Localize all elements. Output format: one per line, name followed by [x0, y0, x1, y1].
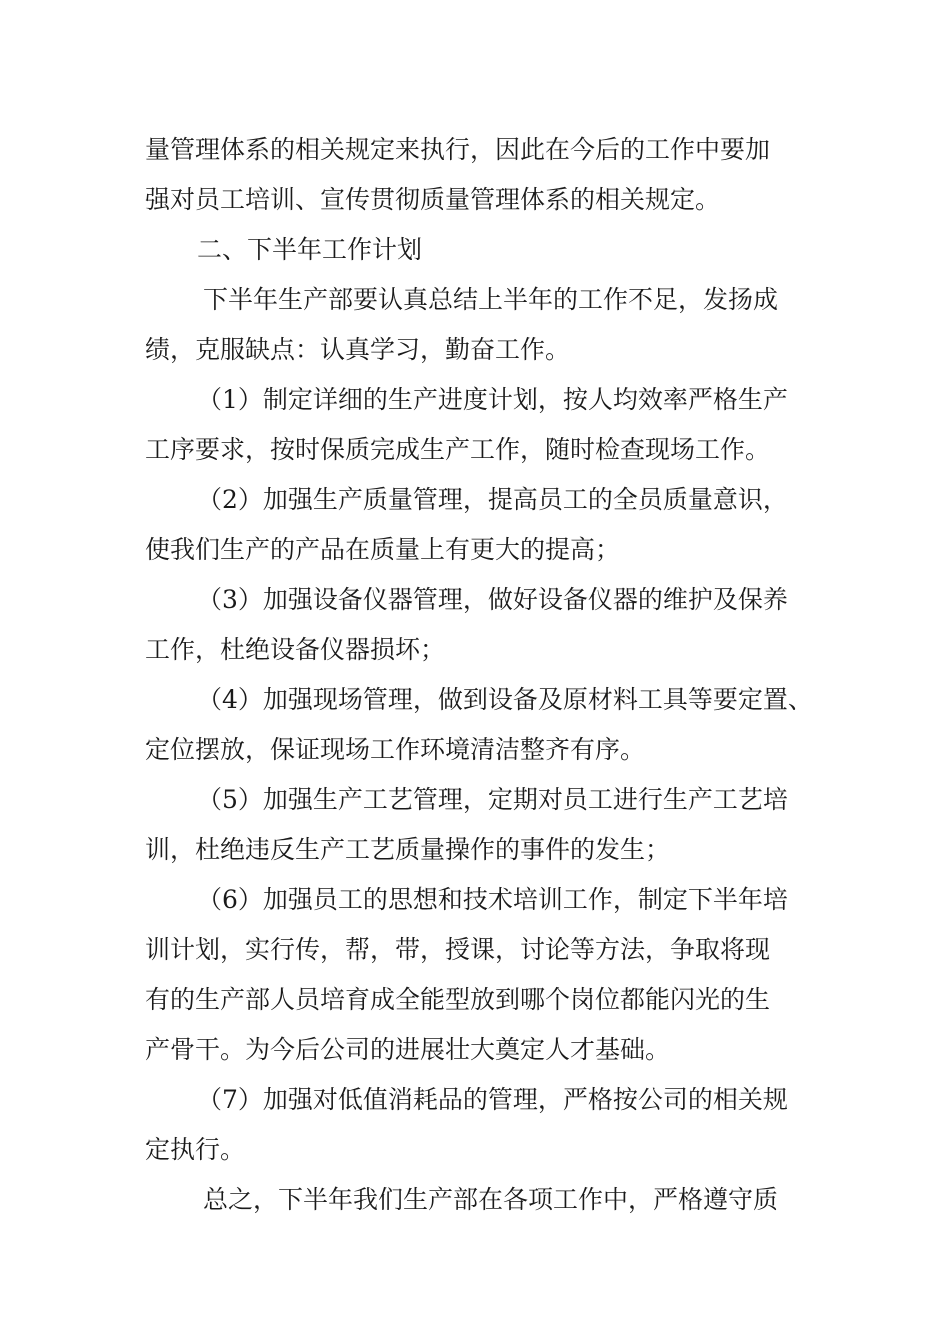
list-item-text: （7）加强对低值消耗品的管理，严格按公司的相关规 — [197, 1085, 788, 1114]
list-item-text: （5）加强生产工艺管理，定期对员工进行生产工艺培 — [197, 785, 788, 814]
list-item-text: 使我们生产的产品在质量上有更大的提高； — [145, 535, 621, 564]
list-item-text: 训计划，实行传，帮，带，授课，讨论等方法，争取将现 — [145, 935, 771, 964]
list-item-text: 训，杜绝违反生产工艺质量操作的事件的发生； — [145, 835, 671, 864]
list-item-text: （2）加强生产质量管理，提高员工的全员质量意识， — [197, 485, 788, 514]
body-text-line: 下半年生产部要认真总结上半年的工作不足，发扬成 — [203, 285, 779, 314]
body-text-line: 强对员工培训、宣传贯彻质量管理体系的相关规定。 — [145, 185, 721, 214]
list-item-text: 产骨干。为今后公司的进展壮大奠定人才基础。 — [145, 1035, 671, 1064]
list-item-text: 工序要求，按时保质完成生产工作，随时检查现场工作。 — [145, 435, 771, 464]
body-text-line: 量管理体系的相关规定来执行，因此在今后的工作中要加 — [145, 135, 771, 164]
list-item-text: 工作，杜绝设备仪器损坏； — [145, 635, 446, 664]
list-item-text: 有的生产部人员培育成全能型放到哪个岗位都能闪光的生 — [145, 985, 771, 1014]
list-item-text: （6）加强员工的思想和技术培训工作，制定下半年培 — [197, 885, 788, 914]
list-item-text: 定执行。 — [145, 1135, 246, 1164]
list-item-text: （4）加强现场管理，做到设备及原材料工具等要定置、 — [197, 685, 813, 714]
section-heading: 二、下半年工作计划 — [197, 235, 423, 264]
list-item-text: （1）制定详细的生产进度计划，按人均效率严格生产 — [197, 385, 788, 414]
list-item-text: 定位摆放，保证现场工作环境清洁整齐有序。 — [145, 735, 646, 764]
body-text-line: 总之，下半年我们生产部在各项工作中，严格遵守质 — [203, 1185, 779, 1214]
body-text-line: 绩，克服缺点：认真学习，勤奋工作。 — [145, 335, 571, 364]
list-item-text: （3）加强设备仪器管理，做好设备仪器的维护及保养 — [197, 585, 788, 614]
